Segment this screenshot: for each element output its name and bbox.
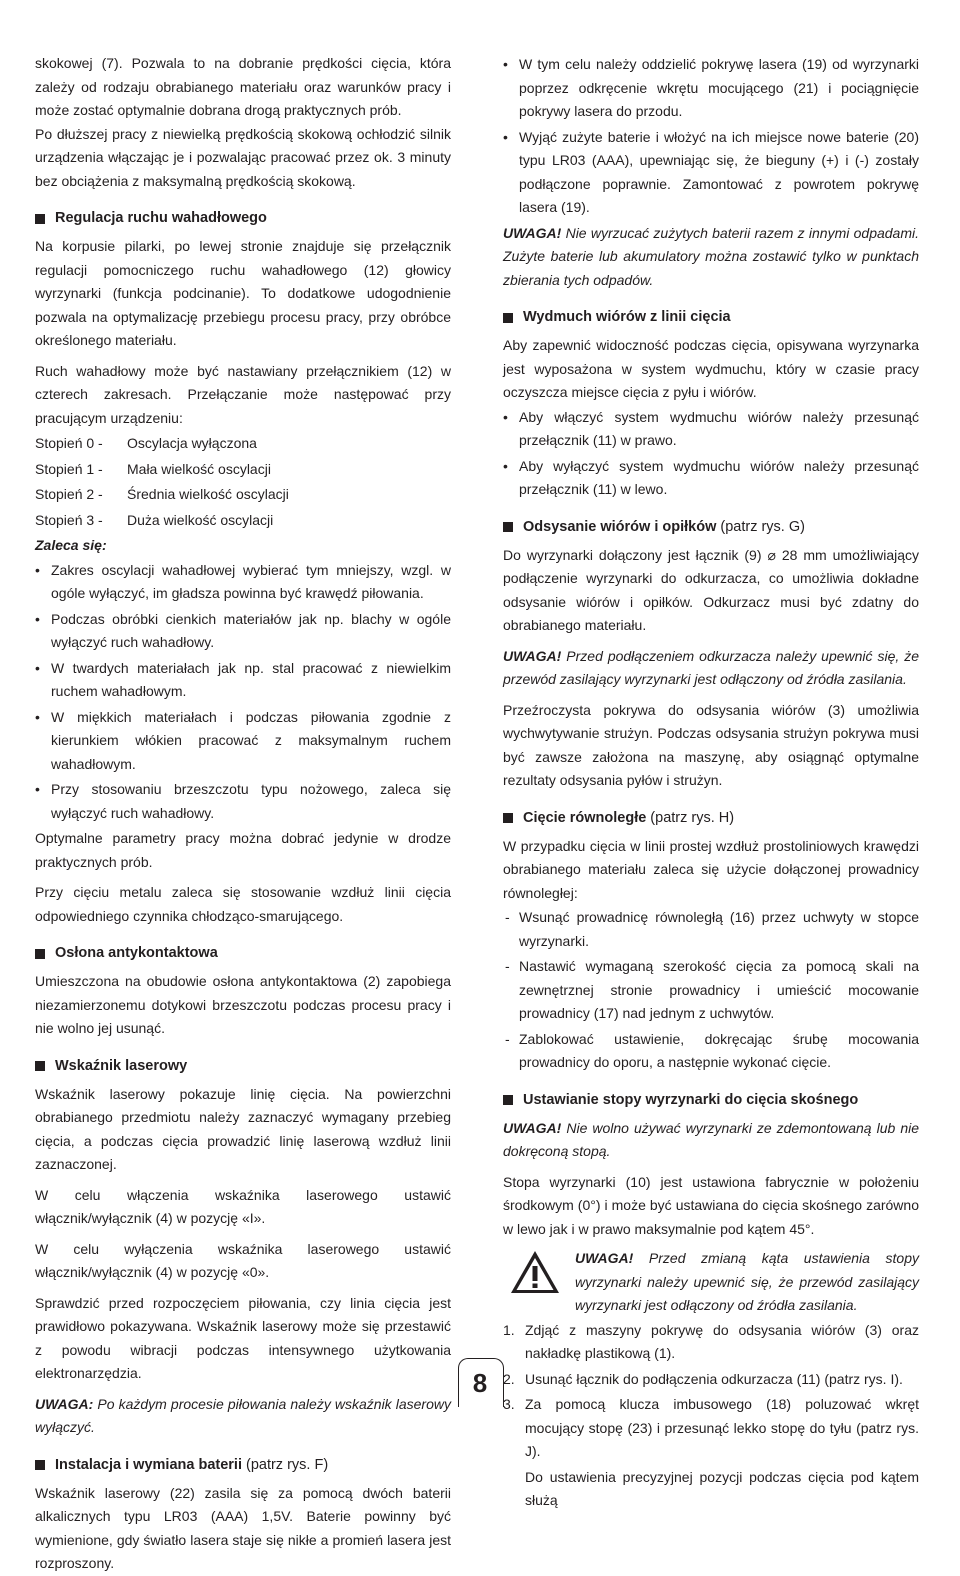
optimal-paragraph: Optymalne parametry pracy można dobrać jedynie w drodze praktycznych prób. [35, 830, 451, 870]
list-item: - Zablokować ustawienie, dokręcając śrubę mocowania prowadnicy do oporu, a następnie wykonać cięcie. [503, 1028, 919, 1075]
square-bullet-icon [503, 1095, 513, 1105]
list-item: 1. Zdjąć z maszyny pokrywę do odsysania wiórów (3) oraz nakładkę plastikową (1). [503, 1321, 919, 1361]
section-heading-guard: Osłona antykontaktowa [35, 942, 451, 965]
laser-warning: UWAGA: Po każdym procesie piłowania należy wskaźnik laserowy wyłączyć. [35, 1395, 451, 1435]
section-heading-pendulum: Regulacja ruchu wahadłowego [35, 207, 451, 230]
list-item: • Przy stosowaniu brzeszczotu typu nożowego, zaleca się wyłączyć ruch wahadłowy. [35, 778, 451, 825]
laser-check-paragraph: Sprawdzić przed rozpoczęciem piłowania, czy linia cięcia jest prawidłowo pokazywana. Wskaźnik laserowy może się przestawić z powodu wibracji podczas intensywnego użytkowania elektronarzędzia. [35, 1294, 451, 1381]
square-bullet-icon [503, 813, 513, 823]
battery-warning: UWAGA! Nie wyrzucać zużytych baterii razem z innymi odpadami. Zużyte baterie lub akumulatory można zostawić tylko w punktach zbierania tych odpadów. [503, 224, 919, 288]
list-item: • W miękkich materiałach i podczas piłowania zgodnie z kierunkiem włókien pracować z maksymalnym ruchem wahadłowym. [35, 706, 451, 777]
list-item: • Wyjąć zużyte baterie i włożyć na ich miejsce nowe baterie (20) typu LR03 (AAA), upewniając się, że bieguny (+) i (-) zostały podłączone poprawnie. Zamontować z powrotem pokrywę lasera (19). [503, 126, 919, 220]
blow-list [503, 406, 919, 502]
level-row: Stopień 0 - Oscylacja wyłączona [35, 435, 257, 451]
precise-paragraph: Do ustawienia precyzyjnej pozycji podczas cięcia pod kątem służą [525, 1468, 919, 1508]
square-bullet-icon [503, 522, 513, 532]
section-heading-bevel: Ustawianie stopy wyrzynarki do cięcia skośnego [503, 1089, 919, 1112]
section-heading-laser: Wskaźnik laserowy [35, 1055, 451, 1078]
suction-warning: UWAGA! Przed podłączeniem odkurzacza należy upewnić się, że przewód zasilający wyrzynarki jest odłączony od źródła zasilania. [503, 647, 920, 687]
parallel-steps-list [503, 906, 919, 1075]
square-bullet-icon [503, 313, 513, 323]
battery-steps-list [503, 53, 919, 220]
left-column [35, 52, 451, 1576]
cover-paragraph: Przeźroczysta pokrywa do odsysania wiórów (3) umożliwia wychwytywanie strużyn. Podczas odsysania strużyn pokrywa musi być zawsze założona na maszynę, aby osiągnąć optymalne rezultaty odsysania pyłów i strużyn. [503, 701, 919, 788]
list-item: • Podczas obróbki cienkich materiałów jak np. blachy w ogóle wyłączyć ruch wahadłowy. [35, 608, 451, 655]
laser-on-paragraph: W celu włączenia wskaźnika laserowego ustawić włącznik/wyłącznik (4) w pozycję «I». [35, 1186, 451, 1226]
pendulum-paragraph-2: Ruch wahadłowy może być nastawiany przełącznikiem (12) w czterech zakresach. Przełączanie może następować przy pracującym urządzeniu: [35, 362, 451, 426]
list-item: • Zakres oscylacji wahadłowej wybierać tym mniejszy, wzgl. w ogóle wyłączyć, im gładsza powinna być krawędź piłowania. [35, 559, 451, 606]
cooling-paragraph: Po dłuższej pracy z niewielką prędkością skokową ochłodzić silnik urządzenia włączając je i pozwalając pracować przez ok. 3 minuty bez obciążenia z maksymalną prędkością skokową. [35, 125, 451, 189]
intro-paragraph: skokowej (7). Pozwala to na dobranie prędkości cięcia, która zależy od rodzaju obrabianego materiału oraz warunków pracy i może zostać optymalnie dobrana drogą praktycznych prób. [35, 55, 451, 118]
list-item: - Wsunąć prowadnicę równoległą (16) przez uchwyty w stopce wyrzynarki. [503, 906, 919, 953]
guard-paragraph: Umieszczona na obudowie osłona antykontaktowa (2) zapobiega niezamierzonemu dotykowi brzeszczotu podczas procesu pracy i nie wolno jej usunąć. [35, 973, 451, 1036]
list-item: 2. Usunąć łącznik do podłączenia odkurzacza (11) (patrz rys. I). [503, 1370, 903, 1387]
parallel-paragraph: W przypadku cięcia w linii prostej wzdłuż prostoliniowych krawędzi obrabianego materiału zaleca się użycie dołączonej prowadnicy równoległej: [503, 837, 919, 901]
level-row: Stopień 3 - Duża wielkość oscylacji [35, 511, 274, 528]
bevel-paragraph: Stopa wyrzynarki (10) jest ustawiona fabrycznie w położeniu środkowym (0°) i może być ustawiana do cięcia skośnego zarówno w lewo jak i w prawo maksymalnie pod kątem 45°. [503, 1173, 919, 1237]
square-bullet-icon [35, 214, 45, 224]
recommend-label: Zaleca się: [35, 537, 107, 553]
level-row: Stopień 2 - Średnia wielkość oscylacji [35, 486, 289, 502]
suction-paragraph: Do wyrzynarki dołączony jest łącznik (9) ⌀ 28 mm umożliwiający podłączenie wyrzynarki do odkurzacza, co umożliwia dokładne odsysanie wiórów i opiłków. Odkurzacz musi być zdatny do obrabianego materiału. [503, 546, 919, 633]
bevel-caution: UWAGA! Przed zmianą kąta ustawienia stopy wyrzynarki należy upewnić się, że przewód zasilający wyrzynarki jest odłączony od źródła zasilania. [503, 1247, 919, 1318]
list-item: - Nastawić wymaganą szerokość cięcia za pomocą skali na zewnętrznej stronie prowadnicy i umieścić mocowanie prowadnicy (17) nad jednym z uchwytów. [503, 955, 919, 1026]
section-heading-parallel: Cięcie równoległe (patrz rys. H) [503, 807, 919, 830]
list-item: • W tym celu należy oddzielić pokrywę lasera (19) od wyrzynarki poprzez odkręcenie wkrętu mocującego (21) i pociągnięcie pokrywy lasera do przodu. [503, 53, 919, 124]
section-heading-suction: Odsysanie wiórów i opiłków (patrz rys. G) [503, 516, 919, 539]
laser-off-paragraph: W celu wyłączenia wskaźnika laserowego ustawić włącznik/wyłącznik (4) w pozycję «0». [35, 1240, 451, 1280]
list-item: • Aby włączyć system wydmuchu wiórów należy przesunąć przełącznik (11) w prawo. [503, 406, 919, 453]
square-bullet-icon [35, 1061, 45, 1071]
list-item: • Aby wyłączyć system wydmuchu wiórów należy przesunąć przełącznik (11) w lewo. [503, 455, 919, 502]
level-row: Stopień 1 - Mała wielkość oscylacji [35, 460, 271, 477]
pendulum-paragraph: Na korpusie pilarki, po lewej stronie znajduje się przełącznik regulacji pomocniczego ruchu wahadłowego (12) głowicy wyrzynarki (funkcja podcinanie). To dodatkowe udogodnienie pozwala na optymalizację przebiegu procesu pracy, przy obróbce określonego materiału. [35, 238, 451, 348]
battery-paragraph: Wskaźnik laserowy (22) zasila się za pomocą dwóch baterii alkalicznych typu LR03 (AAA) 1,5V. Baterie powinny być wymienione, gdy światło lasera staje się nikłe a promień lasera jest rozproszony. [35, 1484, 451, 1571]
list-item: • W twardych materiałach jak np. stal pracować z niewielkim ruchem wahadłowym. [35, 657, 451, 704]
section-heading-blow: Wydmuch wiórów z linii cięcia [503, 306, 919, 329]
page-number: 8 [472, 1368, 488, 1398]
list-item: 3. Za pomocą klucza imbusowego (18) poluzować wkręt mocujący stopę (23) i przesunąć lekko stopę do tyłu (patrz rys. J). [503, 1396, 919, 1459]
square-bullet-icon [35, 1460, 45, 1470]
oscillation-levels [35, 432, 451, 532]
warning-triangle-icon [509, 1249, 561, 1295]
square-bullet-icon [35, 949, 45, 959]
laser-paragraph: Wskaźnik laserowy pokazuje linię cięcia. Na powierzchni obrabianego przedmiotu należy zaznaczyć wymagany przebieg cięcia, a podczas cięcia prowadzić linię laserową wzdłuż linii zaznaczonej. [35, 1085, 451, 1172]
bevel-warning: UWAGA! Nie wolno używać wyrzynarki ze zdemontowaną lub nie dokręconą stopą. [503, 1119, 920, 1159]
section-heading-battery: Instalacja i wymiana baterii (patrz rys. F) [35, 1454, 451, 1477]
right-column [503, 52, 919, 1513]
metal-paragraph: Przy cięciu metalu zaleca się stosowanie wzdłuż linii cięcia odpowiedniego czynnika chłodząco-smarującego. [35, 884, 451, 924]
blow-paragraph: Aby zapewnić widoczność podczas cięcia, opisywana wyrzynarka jest wyposażona w system wydmuchu, który w czasie pracy oczyszcza miejsce cięcia z pyłu i wiórów. [503, 337, 919, 400]
recommend-list [35, 559, 451, 826]
